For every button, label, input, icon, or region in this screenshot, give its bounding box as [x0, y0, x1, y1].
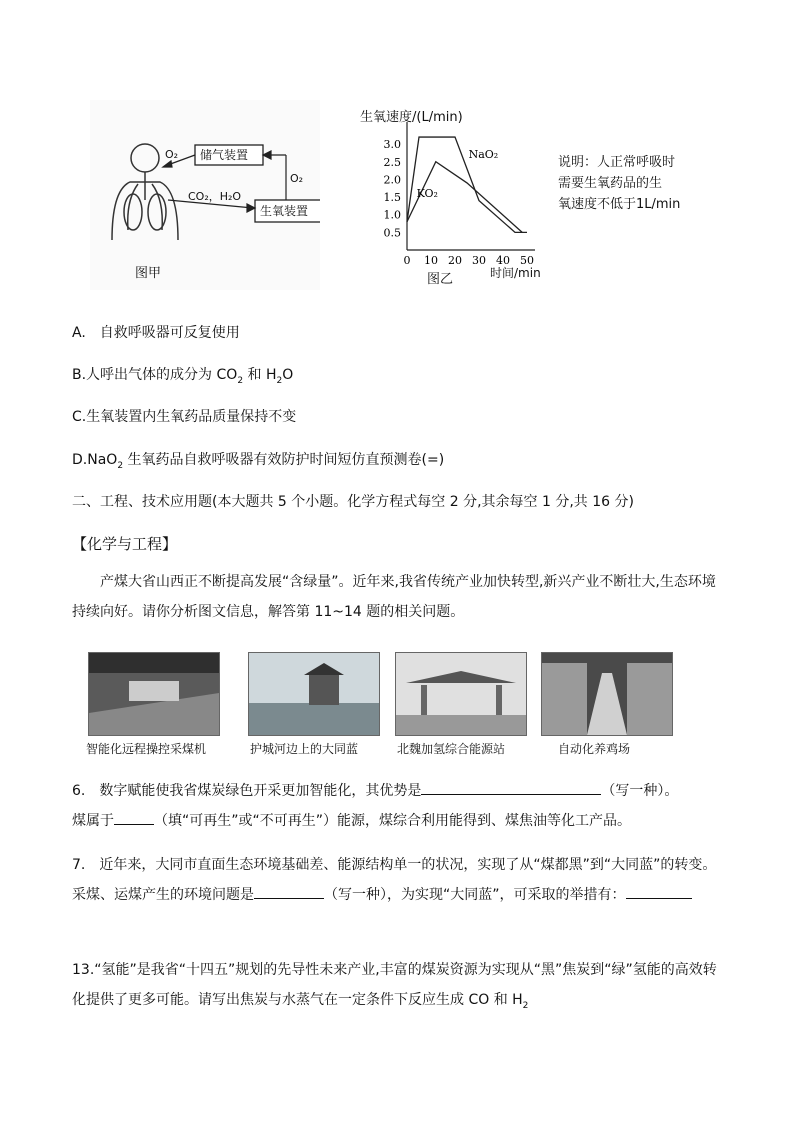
chart-note [558, 152, 680, 215]
x-tick-label: 10 [424, 254, 438, 267]
figure-jia [90, 100, 320, 290]
y-tick-label: 0.5 [383, 226, 401, 240]
option-d-text: 生氧药品自救呼吸器有效防护时间短仿直预测卷(=) [123, 452, 445, 468]
question-6-text: 6. 数字赋能使我省煤炭绿色开采更加智能化，其优势是 [72, 783, 422, 799]
question-13-text: 13.“氢能”是我省“十四五”规划的先导性未来产业,丰富的煤炭资源为实现从“黑”焦炭到“绿”氢能的高效转化提供了更多可能。请写出焦炭与水蒸气在一定条件下反应生成 CO 和 H [72, 962, 717, 1008]
question-7-text: 7. 近年来，大同市直面生态环境基础差、能源结构单一的状况，实现了从“煤都黑”到“大同蓝”的转变。采煤、运煤产生的环境问题是 [72, 857, 717, 903]
photo-caption: 护城河边上的大同蓝 [250, 742, 359, 756]
option-c: C.生氧装置内生氧药品质量保持不变 [72, 409, 297, 425]
storage-box-label: 储气装置 [200, 148, 249, 162]
figure-yi [355, 100, 715, 290]
option-b-text: B.人呼出气体的成分为 CO [72, 367, 238, 383]
option-a: A. 自救呼吸器可反复使用 [72, 325, 240, 341]
question-6 [72, 776, 724, 836]
section-intro: 产煤大省山西正不断提高发展“含绿量”。近年来,我省传统产业加快转型,新兴产业不断壮大,生态环境持续向好。请你分析图文信息，解答第 11~14 题的相关问题。 [72, 574, 716, 620]
photo-caption: 北魏加氢综合能源站 [397, 742, 506, 756]
option-b: B.人呼出气体的成分为 $CO_2$ 和 $H_2O$ [72, 367, 294, 386]
section-bracket-title: 【化学与工程】 [72, 535, 178, 553]
oxygen-rate-chart [355, 100, 575, 290]
chart-ylabel: 生氧速度/(L/min) [360, 110, 463, 125]
question-6-text: 煤属于 [72, 813, 114, 829]
option-d: D.NaO$_2$ 生氧药品自救呼吸器有效防护时间短仿直预测卷(=) [72, 452, 445, 471]
o2-right-label: O₂ [290, 172, 304, 185]
option-d-text: D.NaO [72, 452, 118, 468]
option-b-text: O [282, 367, 294, 383]
question-13 [72, 955, 724, 1021]
option-b-text: 和 H [243, 367, 277, 383]
question-7-text: （写一种），为实现“大同蓝”，可采取的举措有： [324, 887, 626, 903]
answer-blank[interactable] [114, 810, 154, 825]
figure-yi-caption: 图乙 [427, 272, 454, 287]
photo-caption: 智能化远程操控采煤机 [86, 742, 207, 756]
chart-note-line: 需要生氧药品的生 [558, 176, 663, 191]
question-6-text: （填“可再生”或“不可再生”）能源，煤综合利用能得到、煤焦油等化工产品。 [154, 813, 632, 829]
generator-box-label: 生氧装置 [260, 204, 309, 218]
series-label: KO₂ [416, 187, 438, 201]
x-tick-label: 50 [520, 254, 534, 267]
photo-coal-mining [88, 652, 220, 736]
question-13-subscript: 2 [522, 1000, 529, 1011]
y-tick-label: 2.5 [383, 155, 401, 169]
figure-jia-caption: 图甲 [135, 266, 162, 281]
photo-datong-blue [248, 652, 380, 736]
chart-xlabel: 时间/min [490, 266, 541, 280]
x-tick-label: 40 [496, 254, 510, 267]
section-heading: 二、工程、技术应用题(本大题共 5 个小题。化学方程式每空 2 分,其余每空 1 分,共 16 分) [72, 494, 634, 510]
answer-blank[interactable] [254, 884, 324, 899]
photo-hydrogen-station [395, 652, 527, 736]
answer-blank[interactable] [421, 780, 601, 795]
series-label: NaO₂ [468, 148, 499, 162]
exhale-label: CO₂，H₂O [188, 190, 242, 203]
answer-blank[interactable] [626, 884, 692, 899]
x-tick-label: 30 [472, 254, 486, 267]
o2-left-label: O₂ [165, 148, 179, 161]
y-tick-label: 2.0 [383, 173, 401, 187]
photo-chicken-farm [541, 652, 673, 736]
question-6-text: （写一种）。 [601, 783, 679, 799]
chart-note-line: 氧速度不低于1L/min [558, 197, 681, 212]
y-tick-label: 1.5 [383, 191, 401, 205]
chart-note-line: 说明：人正常呼吸时 [558, 155, 676, 170]
x-tick-label: 0 [403, 254, 411, 267]
x-tick-label: 20 [448, 254, 462, 267]
y-tick-label: 1.0 [383, 208, 401, 222]
photo-caption: 自动化养鸡场 [558, 742, 631, 756]
y-tick-label: 3.0 [383, 138, 401, 152]
question-7 [72, 850, 724, 910]
